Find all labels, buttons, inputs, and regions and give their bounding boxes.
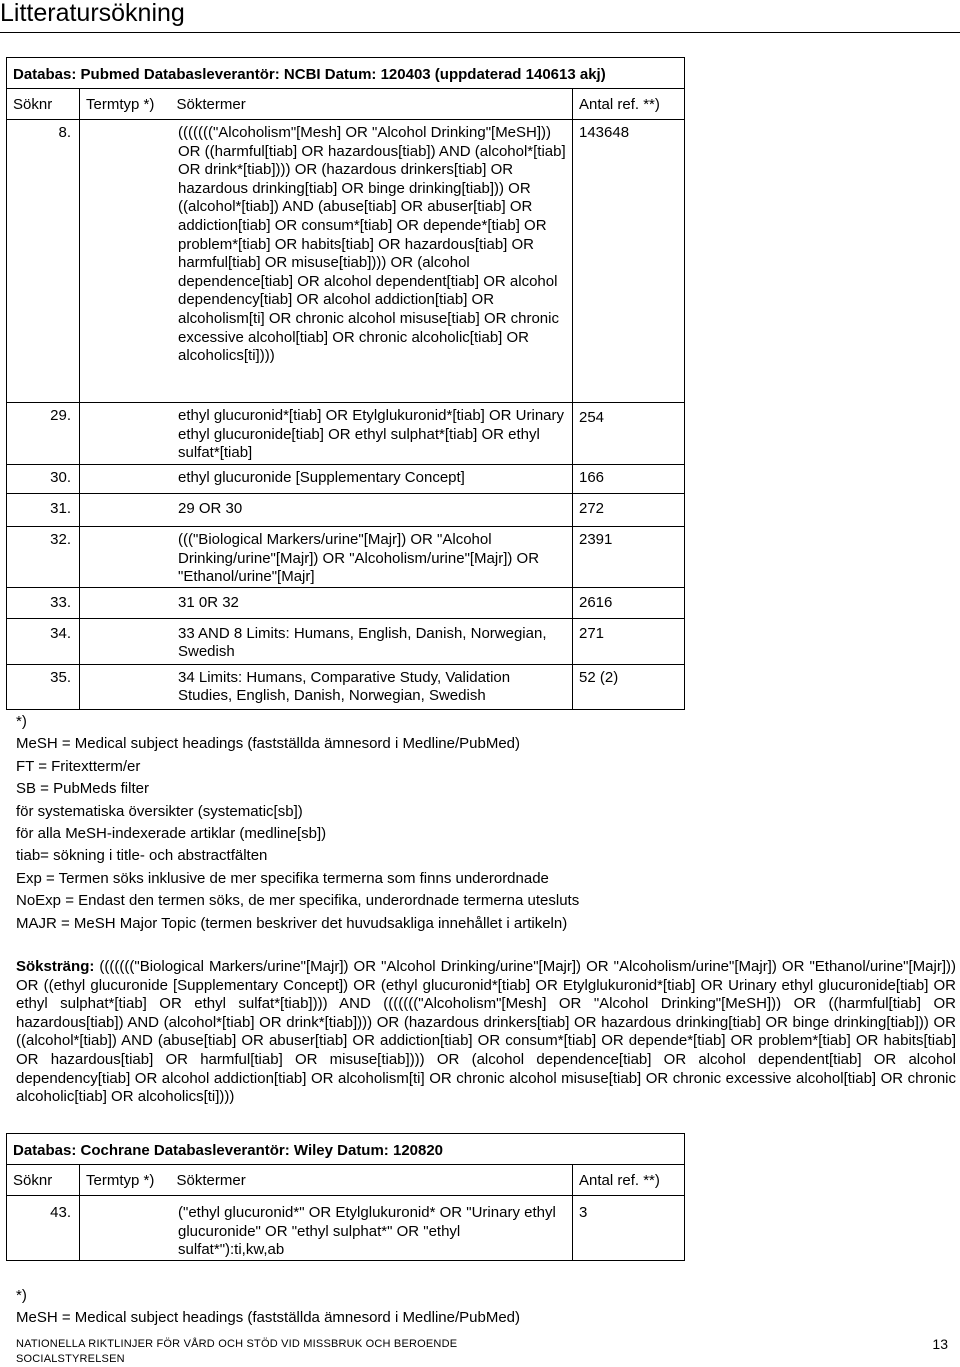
pubmed-table-header: Databas: Pubmed Databasleverantör: NCBI Datum: 120403 (uppdaterad 140613 akj)	[7, 58, 685, 89]
title-divider	[0, 32, 960, 33]
note-line: MAJR = MeSH Major Topic (termen beskriver det huvudsakliga innehållet i artikeln)	[16, 914, 568, 932]
col-header-antal: Antal ref. **)	[573, 89, 685, 120]
search-terms: 33 AND 8 Limits: Humans, English, Danish, Norwegian, Swedish	[80, 618, 573, 664]
note-line: för alla MeSH-indexerade artiklar (medline[sb])	[16, 825, 327, 843]
table-row	[7, 120, 685, 403]
page-footer	[16, 1337, 457, 1367]
col-header-soknr: Söknr	[7, 89, 80, 120]
note-line: FT = Fritextterm/er	[16, 757, 141, 775]
search-terms: ((((((("Alcoholism"[Mesh] OR "Alcohol Drinking"[MeSH])) OR ((harmful[tiab] OR hazardous[tiab]) AND (alcohol*[tiab] OR drink*[tiab]))) OR (hazardous drinkers[tiab] OR hazardous drinking[tiab] OR binge drinking[tiab])) OR ((alcohol*[tiab]) AND (abuse[tiab] OR abuser[tiab] OR addiction[tiab] OR consum*[tiab] OR depende*[tiab] OR problem*[tiab] OR habits[tiab] OR hazardous[tiab] OR harmful[tiab] OR misuse[tiab]))) OR (alcohol dependence[tiab] OR alcohol dependent[tiab] OR alcohol dependency[tiab] OR alcohol addiction[tiab] OR alcoholism[ti] OR chronic alcohol misuse[tiab] OR chronic excessive alcohol[tiab] OR chronic alcoholic[tiab] OR alcoholics[ti])))	[80, 120, 573, 403]
table-row	[7, 494, 685, 527]
search-number: 33.	[7, 587, 80, 618]
search-number: 35.	[7, 664, 80, 709]
ref-count: 271	[573, 618, 685, 664]
search-string-label: Söksträng:	[16, 958, 95, 975]
search-number: 32.	[7, 527, 80, 588]
col-header-soknr: Söknr	[7, 1165, 80, 1196]
note-line: *)	[16, 1287, 27, 1304]
ref-count: 52 (2)	[573, 664, 685, 709]
search-terms: 34 Limits: Humans, Comparative Study, Validation Studies, English, Danish, Norwegian, Swedish	[80, 664, 573, 709]
col-header-soktermer: Söktermer	[171, 1165, 573, 1196]
search-terms: 29 OR 30	[80, 494, 573, 527]
ref-count: 166	[573, 465, 685, 494]
footer-title: NATIONELLA RIKTLINJER FÖR VÅRD OCH STÖD VID MISSBRUK OCH BEROENDE	[16, 1338, 458, 1350]
note-line: SB = PubMeds filter	[16, 780, 149, 798]
col-header-termtyp: Termtyp *)	[80, 1165, 171, 1196]
page-number: 13	[932, 1336, 948, 1352]
note-line: MeSH = Medical subject headings (fastställda ämnesord i Medline/PubMed)	[16, 1309, 521, 1327]
table-row	[7, 587, 685, 618]
search-number: 30.	[7, 465, 80, 494]
search-number: 31.	[7, 494, 80, 527]
note-line: *)	[16, 713, 27, 730]
abbreviation-notes-2	[16, 1285, 520, 1330]
search-terms: ethyl glucuronide [Supplementary Concept]	[80, 465, 573, 494]
ref-count: 2616	[573, 587, 685, 618]
search-terms: ((("Biological Markers/urine"[Majr]) OR "Alcohol Drinking/urine"[Majr]) OR "Alcoholism/urine"[Majr]) OR "Ethanol/urine"[Majr]	[80, 527, 573, 588]
note-line: NoExp = Endast den termen söks, de mer specifika, underordnade termerna utesluts	[16, 892, 580, 910]
search-string-text: ((((((("Biological Markers/urine"[Majr]) OR "Alcohol Drinking/urine"[Majr]) OR "Alcoholism/urine"[Majr]) OR "Ethanol/urine"[Majr])) OR ((ethyl glucuronide [Supplementary Concept]) OR (ethyl glucuronid*[tiab] OR Etylglukuronid*[tiab] OR Urinary ethyl glucuronide[tiab] OR ethyl sulphat*[tiab] OR ethyl sulfat*[tiab]))) AND ((((((("Alcoholism"[Mesh] OR "Alcohol Drinking"[MeSH])) OR ((harmful[tiab] OR hazardous[tiab]) AND (alcohol*[tiab] OR drink*[tiab]))) OR (hazardous drinkers[tiab] OR hazardous drinking[tiab] OR binge drinking[tiab])) OR ((alcohol*[tiab]) AND (abuse[tiab] OR abuser[tiab] OR addiction[tiab] OR consum*[tiab] OR depende*[tiab] OR problem*[tiab] OR habits[tiab] OR hazardous[tiab] OR harmful[tiab] OR misuse[tiab]))) OR (alcohol dependence[tiab] OR alcohol dependent[tiab] OR alcohol dependency[tiab] OR alcohol addiction[tiab] OR alcoholism[ti] OR chronic alcohol misuse[tiab] OR chronic excessive alcohol[tiab] OR chronic alcoholic[tiab] OR alcoholics[ti])))	[16, 958, 956, 1106]
abbreviation-notes	[16, 711, 579, 935]
note-line: tiab= sökning i title- och abstractfälten	[16, 847, 268, 865]
table-row	[7, 664, 685, 709]
note-line: för systematiska översikter (systematic[sb])	[16, 802, 303, 820]
table-row	[7, 527, 685, 588]
ref-count: 3	[573, 1196, 685, 1261]
search-number: 43.	[7, 1196, 80, 1261]
col-header-soktermer: Söktermer	[171, 89, 573, 120]
search-string	[16, 958, 956, 1107]
table-row	[7, 465, 685, 494]
cochrane-search-table	[6, 1133, 685, 1261]
note-line: MeSH = Medical subject headings (fastställda ämnesord i Medline/PubMed)	[16, 735, 521, 753]
col-header-antal: Antal ref. **)	[573, 1165, 685, 1196]
search-number: 34.	[7, 618, 80, 664]
search-number: 8.	[7, 120, 80, 403]
ref-count: 272	[573, 494, 685, 527]
search-terms: 31 0R 32	[80, 587, 573, 618]
ref-count: 143648	[573, 120, 685, 403]
pubmed-search-table	[6, 57, 685, 710]
ref-count: 2391	[573, 527, 685, 588]
ref-count: 254	[573, 403, 685, 465]
page-title: Litteratursökning	[0, 0, 185, 27]
search-terms: ethyl glucuronid*[tiab] OR Etylglukuronid*[tiab] OR Urinary ethyl glucuronide[tiab] OR ethyl sulphat*[tiab] OR ethyl sulfat*[tiab]	[80, 403, 573, 465]
table-row	[7, 1196, 685, 1261]
table-row	[7, 618, 685, 664]
search-number: 29.	[7, 403, 80, 465]
col-header-termtyp: Termtyp *)	[80, 89, 171, 120]
search-terms: ("ethyl glucuronid*" OR Etylglukuronid* OR "Urinary ethyl glucuronide" OR "ethyl sulphat*" OR "ethyl sulfat*"):ti,kw,ab	[80, 1196, 573, 1261]
table-row	[7, 403, 685, 465]
note-line: Exp = Termen söks inklusive de mer specifika termerna som finns underordnade	[16, 869, 549, 887]
footer-publisher: SOCIALSTYRELSEN	[16, 1353, 125, 1365]
cochrane-table-header: Databas: Cochrane Databasleverantör: Wiley Datum: 120820	[7, 1134, 685, 1165]
